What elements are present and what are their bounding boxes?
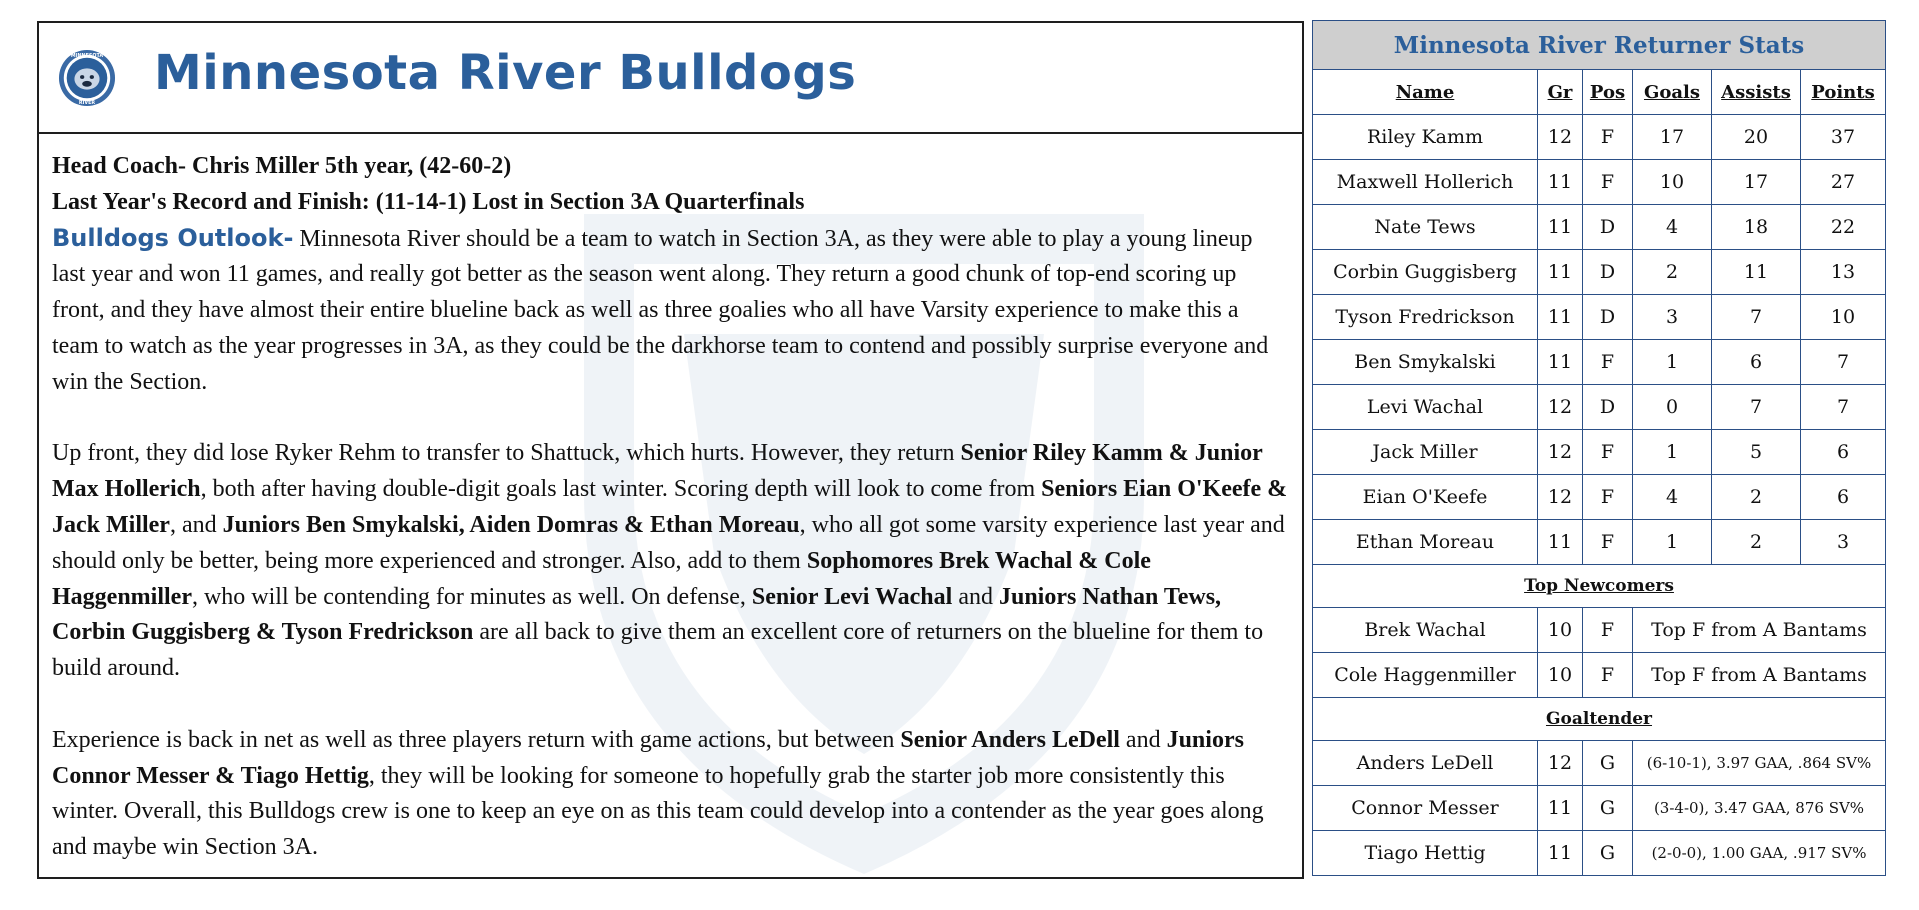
cell-grade: 11 bbox=[1538, 520, 1583, 565]
goalie-row bbox=[1313, 831, 1886, 876]
returner-row bbox=[1313, 430, 1886, 475]
newcomer-row bbox=[1313, 608, 1886, 653]
player-highlight: Senior Anders LeDell bbox=[900, 726, 1120, 753]
cell-name: Tyson Fredrickson bbox=[1313, 295, 1538, 340]
cell-position: F bbox=[1583, 608, 1633, 653]
cell-assists: 2 bbox=[1712, 520, 1801, 565]
newcomer-row bbox=[1313, 653, 1886, 698]
paragraph-text: are all back to give them an excellent core of returners on the blueline for them to build around. bbox=[52, 619, 1264, 682]
cell-points: 6 bbox=[1801, 430, 1886, 475]
player-highlight: Juniors Nathan Tews, Corbin Guggisberg & Tyson Fredrickson bbox=[52, 583, 1222, 646]
cell-assists: 7 bbox=[1712, 385, 1801, 430]
returner-row bbox=[1313, 160, 1886, 205]
cell-position: D bbox=[1583, 385, 1633, 430]
column-header-name: Name bbox=[1313, 70, 1538, 115]
returner-stats-panel bbox=[1312, 20, 1885, 876]
column-header-row bbox=[1313, 70, 1886, 115]
cell-goals: 2 bbox=[1633, 250, 1712, 295]
cell-grade: 12 bbox=[1538, 430, 1583, 475]
cell-points: 27 bbox=[1801, 160, 1886, 205]
goalie-row bbox=[1313, 786, 1886, 831]
column-header-goals: Goals bbox=[1633, 70, 1712, 115]
goaltender-section-label: Goaltender bbox=[1313, 698, 1886, 741]
paragraph-text: Up front, they did lose Ryker Rehm to transfer to Shattuck, which hurts. However, they return bbox=[52, 440, 961, 467]
cell-goals: 10 bbox=[1633, 160, 1712, 205]
column-header-assists: Assists bbox=[1712, 70, 1801, 115]
cell-name: Jack Miller bbox=[1313, 430, 1538, 475]
column-header-gr: Gr bbox=[1538, 70, 1583, 115]
cell-grade: 12 bbox=[1538, 115, 1583, 160]
returner-row bbox=[1313, 340, 1886, 385]
team-title: Minnesota River Bulldogs bbox=[154, 45, 857, 101]
head-coach-line: Head Coach- Chris Miller 5th year, (42-60-2) bbox=[52, 153, 512, 179]
player-highlight: Seniors Eian O'Keefe & Jack Miller bbox=[52, 476, 1288, 538]
goaltender-section bbox=[1313, 698, 1886, 741]
returner-row bbox=[1313, 295, 1886, 340]
cell-goals: 4 bbox=[1633, 475, 1712, 520]
cell-goalie-stats: (6-10-1), 3.97 GAA, .864 SV% bbox=[1633, 741, 1886, 786]
cell-position: G bbox=[1583, 831, 1633, 876]
outlook-label: Bulldogs Outlook- bbox=[52, 223, 294, 252]
team-writeup bbox=[39, 134, 1302, 866]
cell-grade: 12 bbox=[1538, 385, 1583, 430]
column-header-pos: Pos bbox=[1583, 70, 1633, 115]
paragraph-text: , who all got some varsity experience last year and should only be better, being more experienced and stronger. Also, add to them bbox=[52, 511, 1285, 574]
cell-assists: 2 bbox=[1712, 475, 1801, 520]
player-highlight: Senior Riley Kamm & Junior Max Hollerich bbox=[52, 440, 1263, 503]
team-preview-panel bbox=[37, 21, 1304, 879]
cell-position: D bbox=[1583, 205, 1633, 250]
cell-grade: 11 bbox=[1538, 831, 1583, 876]
cell-goals: 1 bbox=[1633, 430, 1712, 475]
cell-goals: 0 bbox=[1633, 385, 1712, 430]
logo-bottom-text: RIVER bbox=[78, 101, 96, 107]
team-header bbox=[39, 23, 1302, 134]
cell-goalie-stats: (3-4-0), 3.47 GAA, 876 SV% bbox=[1633, 786, 1886, 831]
paragraph-text: Experience is back in net as well as three players return with game actions, but between bbox=[52, 726, 901, 753]
paragraph-text: , both after having double-digit goals last winter. Scoring depth will look to come from bbox=[200, 476, 1042, 503]
cell-points: 13 bbox=[1801, 250, 1886, 295]
paragraph-text: , and bbox=[169, 511, 223, 538]
cell-grade: 11 bbox=[1538, 340, 1583, 385]
cell-assists: 6 bbox=[1712, 340, 1801, 385]
paragraph-text: , who will be contending for minutes as well. On defense, bbox=[191, 583, 752, 610]
cell-assists: 11 bbox=[1712, 250, 1801, 295]
cell-points: 10 bbox=[1801, 295, 1886, 340]
player-highlight: Juniors Ben Smykalski, Aiden Domras & Ethan Moreau bbox=[222, 511, 800, 538]
cell-grade: 10 bbox=[1538, 653, 1583, 698]
goalie-row bbox=[1313, 741, 1886, 786]
cell-points: 6 bbox=[1801, 475, 1886, 520]
cell-name: Corbin Guggisberg bbox=[1313, 250, 1538, 295]
outlook-paragraph bbox=[52, 221, 1290, 401]
forwards-defense-paragraph bbox=[52, 436, 1290, 687]
cell-assists: 20 bbox=[1712, 115, 1801, 160]
cell-name: Anders LeDell bbox=[1313, 741, 1538, 786]
paragraph-text: and bbox=[952, 583, 999, 610]
cell-position: F bbox=[1583, 475, 1633, 520]
cell-position: D bbox=[1583, 295, 1633, 340]
paragraph-text: and bbox=[1119, 726, 1167, 753]
cell-points: 7 bbox=[1801, 385, 1886, 430]
cell-assists: 18 bbox=[1712, 205, 1801, 250]
cell-assists: 5 bbox=[1712, 430, 1801, 475]
cell-position: G bbox=[1583, 786, 1633, 831]
cell-goals: 1 bbox=[1633, 340, 1712, 385]
cell-name: Cole Haggenmiller bbox=[1313, 653, 1538, 698]
cell-note: Top F from A Bantams bbox=[1633, 608, 1886, 653]
cell-assists: 7 bbox=[1712, 295, 1801, 340]
paragraph-text: , they will be looking for someone to hopefully grab the starter job more consistently this winter. Overall, this Bulldogs crew is one to keep an eye on as this team could develop into a contender as the year goes along and maybe win Section 3A. bbox=[52, 762, 1264, 861]
player-highlight: Juniors Connor Messer & Tiago Hettig bbox=[52, 726, 1244, 789]
team-logo-icon bbox=[58, 49, 116, 107]
player-highlight: Senior Levi Wachal bbox=[751, 583, 953, 610]
cell-grade: 11 bbox=[1538, 295, 1583, 340]
cell-grade: 12 bbox=[1538, 741, 1583, 786]
returner-stats-table bbox=[1312, 20, 1886, 876]
cell-name: Maxwell Hollerich bbox=[1313, 160, 1538, 205]
cell-position: F bbox=[1583, 115, 1633, 160]
cell-goals: 3 bbox=[1633, 295, 1712, 340]
cell-points: 7 bbox=[1801, 340, 1886, 385]
cell-grade: 12 bbox=[1538, 475, 1583, 520]
cell-grade: 11 bbox=[1538, 160, 1583, 205]
returner-row bbox=[1313, 250, 1886, 295]
cell-goals: 1 bbox=[1633, 520, 1712, 565]
cell-position: F bbox=[1583, 340, 1633, 385]
cell-goalie-stats: (2-0-0), 1.00 GAA, .917 SV% bbox=[1633, 831, 1886, 876]
cell-position: G bbox=[1583, 741, 1633, 786]
returner-row bbox=[1313, 385, 1886, 430]
cell-goals: 17 bbox=[1633, 115, 1712, 160]
cell-grade: 11 bbox=[1538, 250, 1583, 295]
cell-points: 37 bbox=[1801, 115, 1886, 160]
returner-row bbox=[1313, 115, 1886, 160]
cell-name: Eian O'Keefe bbox=[1313, 475, 1538, 520]
cell-note: Top F from A Bantams bbox=[1633, 653, 1886, 698]
cell-name: Tiago Hettig bbox=[1313, 831, 1538, 876]
cell-name: Connor Messer bbox=[1313, 786, 1538, 831]
cell-points: 22 bbox=[1801, 205, 1886, 250]
cell-assists: 17 bbox=[1712, 160, 1801, 205]
cell-position: F bbox=[1583, 160, 1633, 205]
cell-name: Riley Kamm bbox=[1313, 115, 1538, 160]
returner-row bbox=[1313, 475, 1886, 520]
cell-name: Nate Tews bbox=[1313, 205, 1538, 250]
cell-name: Levi Wachal bbox=[1313, 385, 1538, 430]
returner-row bbox=[1313, 520, 1886, 565]
column-header-points: Points bbox=[1801, 70, 1886, 115]
stats-title: Minnesota River Returner Stats bbox=[1313, 21, 1886, 70]
player-highlight: Sophomores Brek Wachal & Cole Haggenmiller bbox=[52, 547, 1151, 610]
cell-grade: 11 bbox=[1538, 205, 1583, 250]
cell-name: Ethan Moreau bbox=[1313, 520, 1538, 565]
cell-grade: 11 bbox=[1538, 786, 1583, 831]
outlook-text: Minnesota River should be a team to watch in Section 3A, as they were able to play a young lineup last year and won 11 games, and really got better as the season went along. They return a good chunk of top-end scoring up front, and they have almost their entire blueline back as well as three goalies who all have Varsity experience to make this a team to watch as the year progresses in 3A, as they could be the darkhorse team to contend and possibly surprise everyone and win the Section. bbox=[52, 225, 1269, 395]
cell-name: Brek Wachal bbox=[1313, 608, 1538, 653]
cell-goals: 4 bbox=[1633, 205, 1712, 250]
goaltending-paragraph bbox=[52, 723, 1290, 866]
cell-position: F bbox=[1583, 430, 1633, 475]
returner-row bbox=[1313, 205, 1886, 250]
newcomers-section-label: Top Newcomers bbox=[1313, 565, 1886, 608]
cell-grade: 10 bbox=[1538, 608, 1583, 653]
cell-points: 3 bbox=[1801, 520, 1886, 565]
cell-position: F bbox=[1583, 653, 1633, 698]
logo-top-text: MINNESOTA bbox=[70, 54, 104, 60]
cell-position: F bbox=[1583, 520, 1633, 565]
cell-position: D bbox=[1583, 250, 1633, 295]
cell-name: Ben Smykalski bbox=[1313, 340, 1538, 385]
last-record-line: Last Year's Record and Finish: (11-14-1) Lost in Section 3A Quarterfinals bbox=[52, 188, 805, 215]
newcomers-section bbox=[1313, 565, 1886, 608]
